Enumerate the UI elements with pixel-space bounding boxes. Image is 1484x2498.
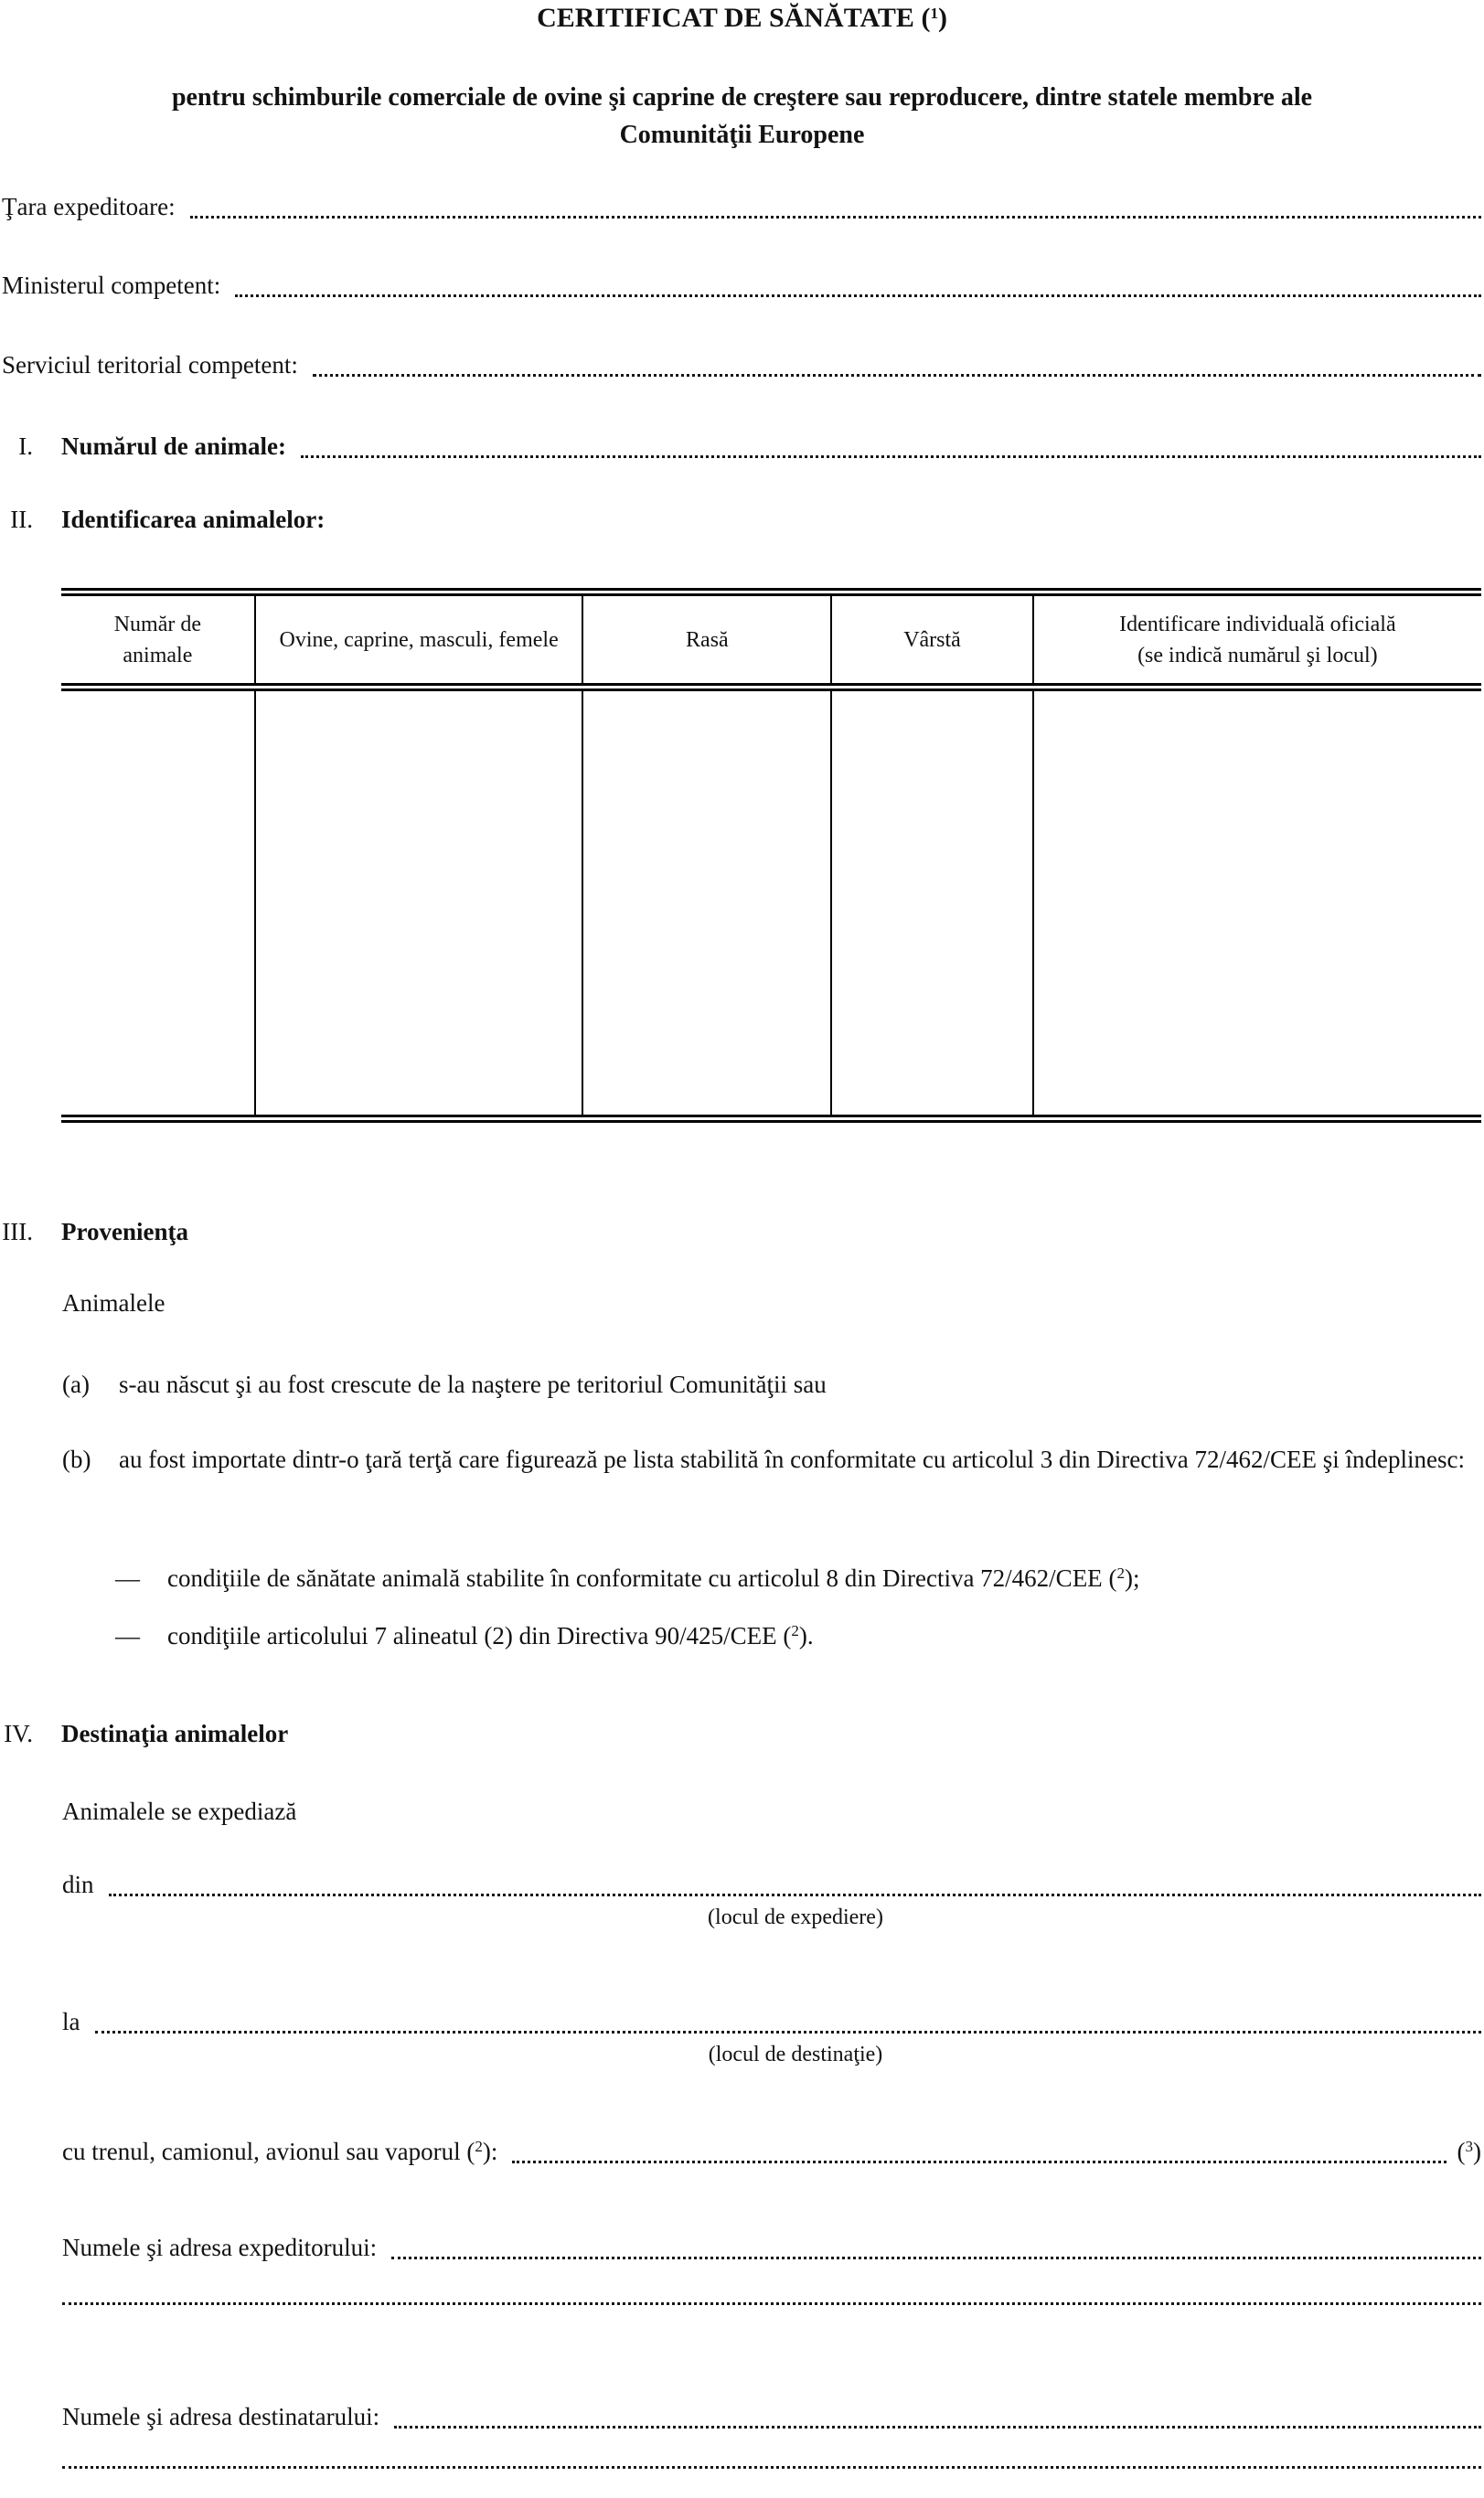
table-body-row xyxy=(61,691,1481,1115)
section-iii-title: Provenienţa xyxy=(61,1218,188,1245)
condition-tail: . xyxy=(806,1622,814,1649)
section-ii-numeral: II. xyxy=(10,506,33,533)
condition-tail: ; xyxy=(1132,1564,1140,1592)
dotted-fill-line xyxy=(235,294,1481,297)
table-header-identification-line2: (se indică numărul şi locul) xyxy=(1137,643,1378,667)
section-i-number-of-animals xyxy=(0,431,1481,462)
condition-animal-health xyxy=(115,1563,1482,1594)
field-row-sender xyxy=(62,2233,1481,2263)
item-a-marker: (a) xyxy=(62,1371,90,1398)
table-body-cell-identification xyxy=(1034,691,1481,1115)
destination-to-label: la xyxy=(62,2008,80,2035)
item-b-text: au fost importate dintr-o ţară terţă care figurează pe lista stabilită în conformitate cu articolul 3 din Directiva 72/462/CEE şi îndeplinesc: xyxy=(119,1446,1465,1473)
dotted-fill-line xyxy=(109,1894,1481,1896)
table-header-cell-identification xyxy=(1034,596,1481,683)
document-title xyxy=(0,2,1484,35)
dotted-fill-line xyxy=(62,2302,1481,2305)
table-body-cell-age xyxy=(832,691,1034,1115)
document-title-text: CERITIFICAT DE SĂNĂTATE xyxy=(537,3,914,33)
dash-marker: — xyxy=(115,1622,140,1649)
table-header-cell-breed: Rasă xyxy=(583,596,832,683)
table-header-cell-species: Ovine, caprine, masculi, femele xyxy=(256,596,584,683)
section-ii-identification xyxy=(0,504,1481,535)
field-row-sender-continuation xyxy=(62,2302,1481,2309)
document-subtitle xyxy=(37,79,1447,154)
field-row-dispatch-place xyxy=(62,1870,1481,1900)
section-iv-destination xyxy=(0,1718,1481,1749)
dotted-fill-line xyxy=(313,374,1481,377)
dotted-fill-line xyxy=(394,2426,1481,2429)
field-row-recipient xyxy=(62,2402,1481,2432)
dotted-fill-line xyxy=(62,2466,1481,2469)
field-row-territorial-service xyxy=(2,350,1481,380)
document-subtitle-line2: Comunităţii Europene xyxy=(619,121,865,149)
table-header-identification-line1: Identificare individuală oficială xyxy=(1119,612,1396,636)
recipient-label: Numele şi adresa destinatarului: xyxy=(62,2403,380,2430)
sender-label: Numele şi adresa expeditorului: xyxy=(62,2234,378,2261)
dispatch-place-caption: (locul de expediere) xyxy=(708,1906,883,1929)
transport-text: cu trenul, camionul, avionul sau vaporul xyxy=(62,2138,467,2165)
field-row-destination-place xyxy=(62,2007,1481,2037)
table-body-cell-breed xyxy=(583,691,832,1115)
dotted-fill-line xyxy=(512,2161,1446,2163)
footnote-marker-2: ($^2$) xyxy=(466,2138,491,2165)
field-row-ministry xyxy=(2,271,1481,301)
destination-place-caption: (locul de destinaţie) xyxy=(708,2043,883,2066)
condition-text: condiţiile articolului 7 alineatul (2) din Directiva 90/425/CEE xyxy=(167,1622,784,1649)
field-row-transport xyxy=(62,2137,1481,2167)
dotted-fill-line xyxy=(301,455,1481,458)
dotted-fill-line xyxy=(391,2257,1481,2259)
dotted-fill-line xyxy=(95,2031,1482,2034)
table-header-cell-count: Număr de animale xyxy=(61,596,256,683)
table-header-cell-age: Vârstă xyxy=(832,596,1034,683)
condition-animal-health-text xyxy=(167,1563,1139,1594)
animal-identification-table xyxy=(61,588,1481,1123)
transport-tail: : xyxy=(490,2138,498,2165)
section-iii-numeral: III. xyxy=(2,1218,33,1245)
provenance-item-b xyxy=(62,1439,1482,1480)
table-header-row xyxy=(61,596,1481,691)
transport-label xyxy=(62,2137,497,2167)
dotted-fill-line xyxy=(190,216,1481,219)
field-row-recipient-continuation xyxy=(62,2466,1481,2472)
footnote-marker-1: ($^1$) xyxy=(921,3,947,33)
footnote-marker-2: ($^2$) xyxy=(783,1622,807,1649)
condition-text: condiţiile de sănătate animală stabilite în conformitate cu articolul 8 din Directiva 72/462/CEE xyxy=(167,1564,1109,1592)
section-iv-numeral: IV. xyxy=(4,1720,33,1747)
condition-article-7 xyxy=(115,1620,1482,1651)
section-i-numeral: I. xyxy=(18,432,33,460)
field-row-sending-country xyxy=(2,192,1481,222)
item-b-marker: (b) xyxy=(62,1446,91,1473)
provenance-item-a xyxy=(62,1369,1482,1400)
provenance-intro: Animalele xyxy=(62,1289,165,1317)
section-iv-title: Destinaţia animalelor xyxy=(61,1720,289,1747)
dash-marker: — xyxy=(115,1564,140,1592)
section-ii-title: Identificarea animalelor: xyxy=(61,506,326,533)
sending-country-label: Ţara expeditoare: xyxy=(2,193,176,220)
table-body-cell-species xyxy=(256,691,584,1115)
ministry-label: Ministerul competent: xyxy=(2,272,221,299)
footnote-marker-2: ($^2$) xyxy=(1108,1564,1133,1592)
item-a-text: s-au născut şi au fost crescute de la naştere pe teritoriul Comunităţii sau xyxy=(119,1371,827,1398)
dispatch-from-label: din xyxy=(62,1871,94,1898)
territorial-service-label: Serviciul teritorial competent: xyxy=(2,351,298,379)
section-i-title: Numărul de animale: xyxy=(61,432,286,460)
destination-intro: Animalele se expediază xyxy=(62,1798,297,1825)
table-body-cell-count xyxy=(61,691,256,1115)
condition-article-7-text xyxy=(167,1620,814,1651)
document-subtitle-line1: pentru schimburile comerciale de ovine şi caprine de creştere sau reproducere, dintre statele membre ale xyxy=(171,83,1313,112)
footnote-marker-3: ($^3$) xyxy=(1457,2138,1481,2165)
section-iii-provenance xyxy=(0,1216,1481,1247)
